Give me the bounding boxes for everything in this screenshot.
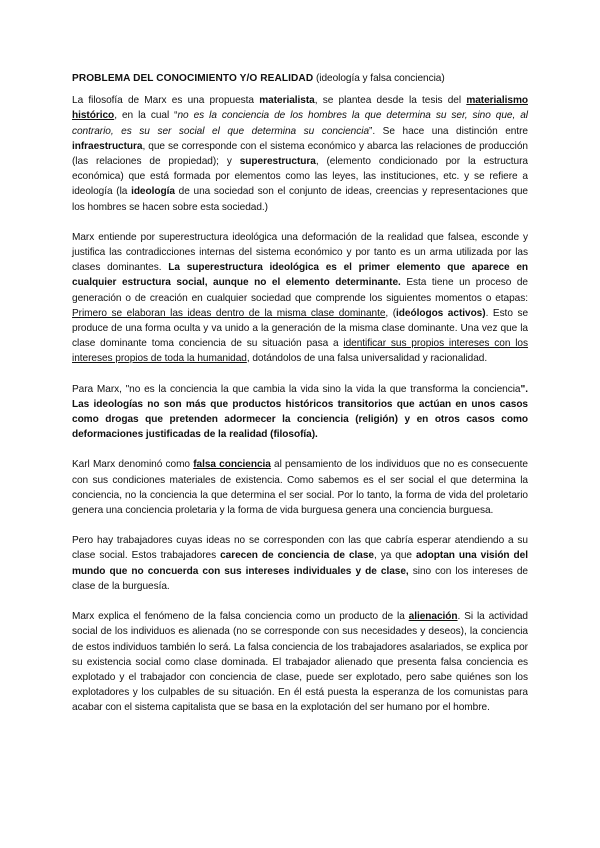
- text: Para Marx, "no es la conciencia la que cambia la vida sino la vida la que transforma la conciencia: [72, 383, 521, 395]
- term-infraestructura: infraestructura: [72, 140, 143, 152]
- text: . Esto se produce de una forma oculta y va unido a la generación de la misma clase dominante. Una vez que la clase dominante toma conciencia de su situación pasa a: [72, 307, 529, 350]
- text: Pero hay trabajadores cuyas ideas no se corresponden con las que cabría esperar atendiendo a su clase social. Estos trabajadores: [72, 535, 528, 562]
- underlined-phrase: Primero se elaboran las ideas dentro de la misma clase dominante: [72, 307, 386, 319]
- text: ”. Se hace una distinción entre: [369, 125, 528, 137]
- paragraph-falsa-conciencia: [72, 457, 528, 518]
- term-conciencia-de-clase: carecen de conciencia de clase: [220, 550, 374, 562]
- paragraph-materialismo: [72, 93, 528, 215]
- term-ideologia: ideología: [131, 186, 175, 198]
- text: Karl Marx denominó como: [72, 459, 194, 471]
- text: de una sociedad son el conjunto de ideas, creencias y representaciones que los hombres se hacen sobre esta sociedad.): [72, 186, 528, 213]
- text: , se plantea desde la tesis del: [314, 95, 467, 107]
- text: sino con los intereses de clase de la burguesía.: [72, 565, 528, 592]
- bold-statement: La superestructura ideológica es el primer elemento que aparece en cualquier estructura social, aunque no el elemento determinante.: [72, 262, 529, 289]
- text: Marx entiende por superestructura ideológica una deformación de la realidad que falsea, esconde y justifica las contradicciones internas del sistema económico y por tanto es un arma utilizada por las clases dominantes.: [72, 231, 528, 274]
- text: al pensamiento de los individuos que no es consecuente con sus condiciones materiales de existencia. Como sabemos es el ser social el que determina la conciencia, no la conciencia la que determina el ser social. Por lo tanto, la forma de vida del proletario genera una conciencia proletaria y la forma de vida burguesa genera una conciencia burguesa.: [72, 459, 528, 517]
- text: , dotándolos de una falsa universalidad y racionalidad.: [246, 353, 488, 365]
- text: , ya que: [373, 550, 416, 562]
- term-alienacion: alienación: [408, 611, 458, 623]
- text: , que se corresponde con el sistema económico y abarca las relaciones de producción (las relaciones de propiedad); y: [72, 140, 528, 168]
- text: , (elemento condicionado por la estructura económica) que está formada por elementos como las leyes, las instituciones, etc. y se refiere a ideología (la: [72, 156, 528, 198]
- text: Marx explica el fenómeno de la falsa conciencia como un producto de la: [72, 611, 409, 623]
- text: Esta tiene un proceso de generación o de creación en cualquier sociedad que comprende los siguientes momentos o etapas:: [72, 277, 528, 304]
- term-materialista: materialista: [259, 95, 315, 107]
- paragraph-ideologias: [72, 382, 528, 443]
- text: , en la cual “: [114, 110, 178, 122]
- text: La filosofía de Marx es una propuesta: [72, 95, 260, 107]
- title-bold: PROBLEMA DEL CONOCIMIENTO Y/O REALIDAD: [72, 73, 314, 84]
- term-falsa-conciencia: falsa conciencia: [193, 459, 271, 471]
- page-title: [72, 71, 528, 86]
- paragraph-superestructura: [72, 230, 528, 367]
- document-body: [72, 71, 528, 731]
- term-ideologos-activos: ideólogos activos): [396, 307, 486, 319]
- term-superestructura: superestructura: [239, 156, 316, 168]
- paragraph-alienacion: [72, 609, 528, 715]
- quote-marx: no es la conciencia de los hombres la que determina su ser, sino que, al contrario, es su ser social el que determina su conciencia: [72, 110, 528, 137]
- bold-statement: adoptan una visión del mundo que no concuerda con sus intereses individuales y de clase,: [72, 550, 528, 577]
- underlined-phrase: identificar sus propios intereses con los intereses propios de toda la humanidad: [72, 338, 528, 365]
- title-subtitle: (ideología y falsa conciencia): [313, 73, 445, 84]
- text: , (: [385, 307, 397, 319]
- text: . Si la actividad social de los individuos es alienada (no se corresponde con sus necesidades y deseos), la conciencia de estos individuos también lo será. La falsa conciencia de los trabajadores asalariados, se explica por su existencia social como clase dominada. El trabajador alienado que presenta falsa conciencia es explotado y el trabajador con conciencia de clase, puede ser explotado, pero sabe quiénes son los explotadores y los culpables de su situación. En él está puesta la esperanza de los comunistas para acabar con el sistema capitalista que se basa en la explotación del ser humano por el hombre.: [72, 611, 528, 714]
- bold-statement: ". Las ideologías no son más que productos históricos transitorios que actúan en unos casos como drogas que pretenden adormecer la conciencia (religión) y en otros casos como deformaciones justificadas de la realidad (filosofía).: [72, 383, 528, 441]
- term-materialismo-historico: materialismo histórico: [72, 95, 528, 122]
- paragraph-trabajadores: [72, 533, 528, 594]
